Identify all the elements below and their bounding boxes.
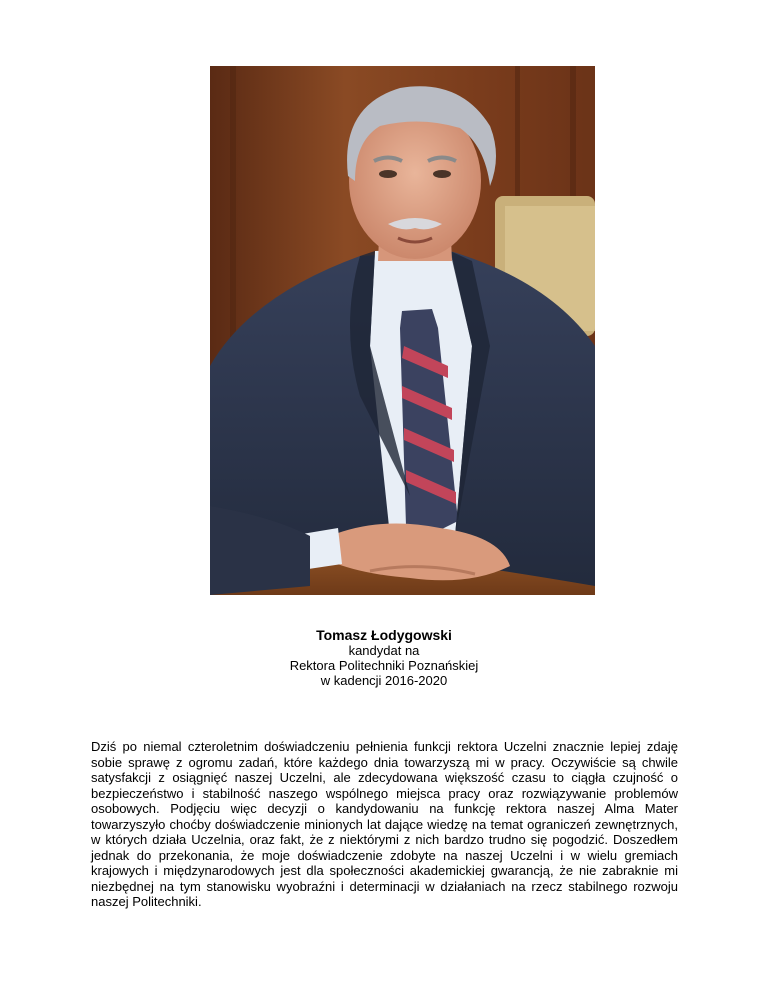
candidate-term: w kadencji 2016-2020 [320, 673, 448, 688]
candidate-name: Tomasz Łodygowski [316, 627, 452, 643]
statement-paragraph: Dziś po niemal czteroletnim doświadczeniu pełnienia funkcji rektora Uczelni znacznie lepiej zdaję sobie sprawę z ogromu zadań, które każdego dnia towarzyszą mi w pracy. Oczywiście są chwile satysfakcji z osiągnięć naszej Uczelni, ale zdecydowana większość czasu to ciągła czujność o bezpieczeństwo i stabilność naszego wspólnego miejsca pracy oraz rozwiązywanie problemów osobowych. Podjęciu więc decyzji o kandydowaniu na funkcję rektora naszej Alma Mater towarzyszyło choćby doświadczenie minionych lat dające wiedzę na temat ograniczeń zewnętrznych, w których działa Uczelnia, oraz fakt, że z niektórymi z nich bardzo trudno się pogodzić. Doszedłem jednak do przekonania, że moje doświadczenie zdobyte na naszej Uczelni i w wielu gremiach krajowych i międzynarodowych jest dla społeczności akademickiej gwarancją, że nie zabraknie mi niezbędnej na tym stanowisku wyobraźni i determinacji w działaniach na rzecz stabilnego rozwoju naszej Politechniki. [91, 739, 678, 909]
candidate-statement [91, 739, 678, 910]
candidate-role-line-2: Rektora Politechniki Poznańskiej [289, 658, 479, 673]
candidate-portrait-photo [210, 66, 595, 595]
portrait-illustration [210, 66, 595, 595]
candidate-caption [0, 627, 768, 688]
candidate-role-line-1: kandydat na [348, 643, 420, 658]
